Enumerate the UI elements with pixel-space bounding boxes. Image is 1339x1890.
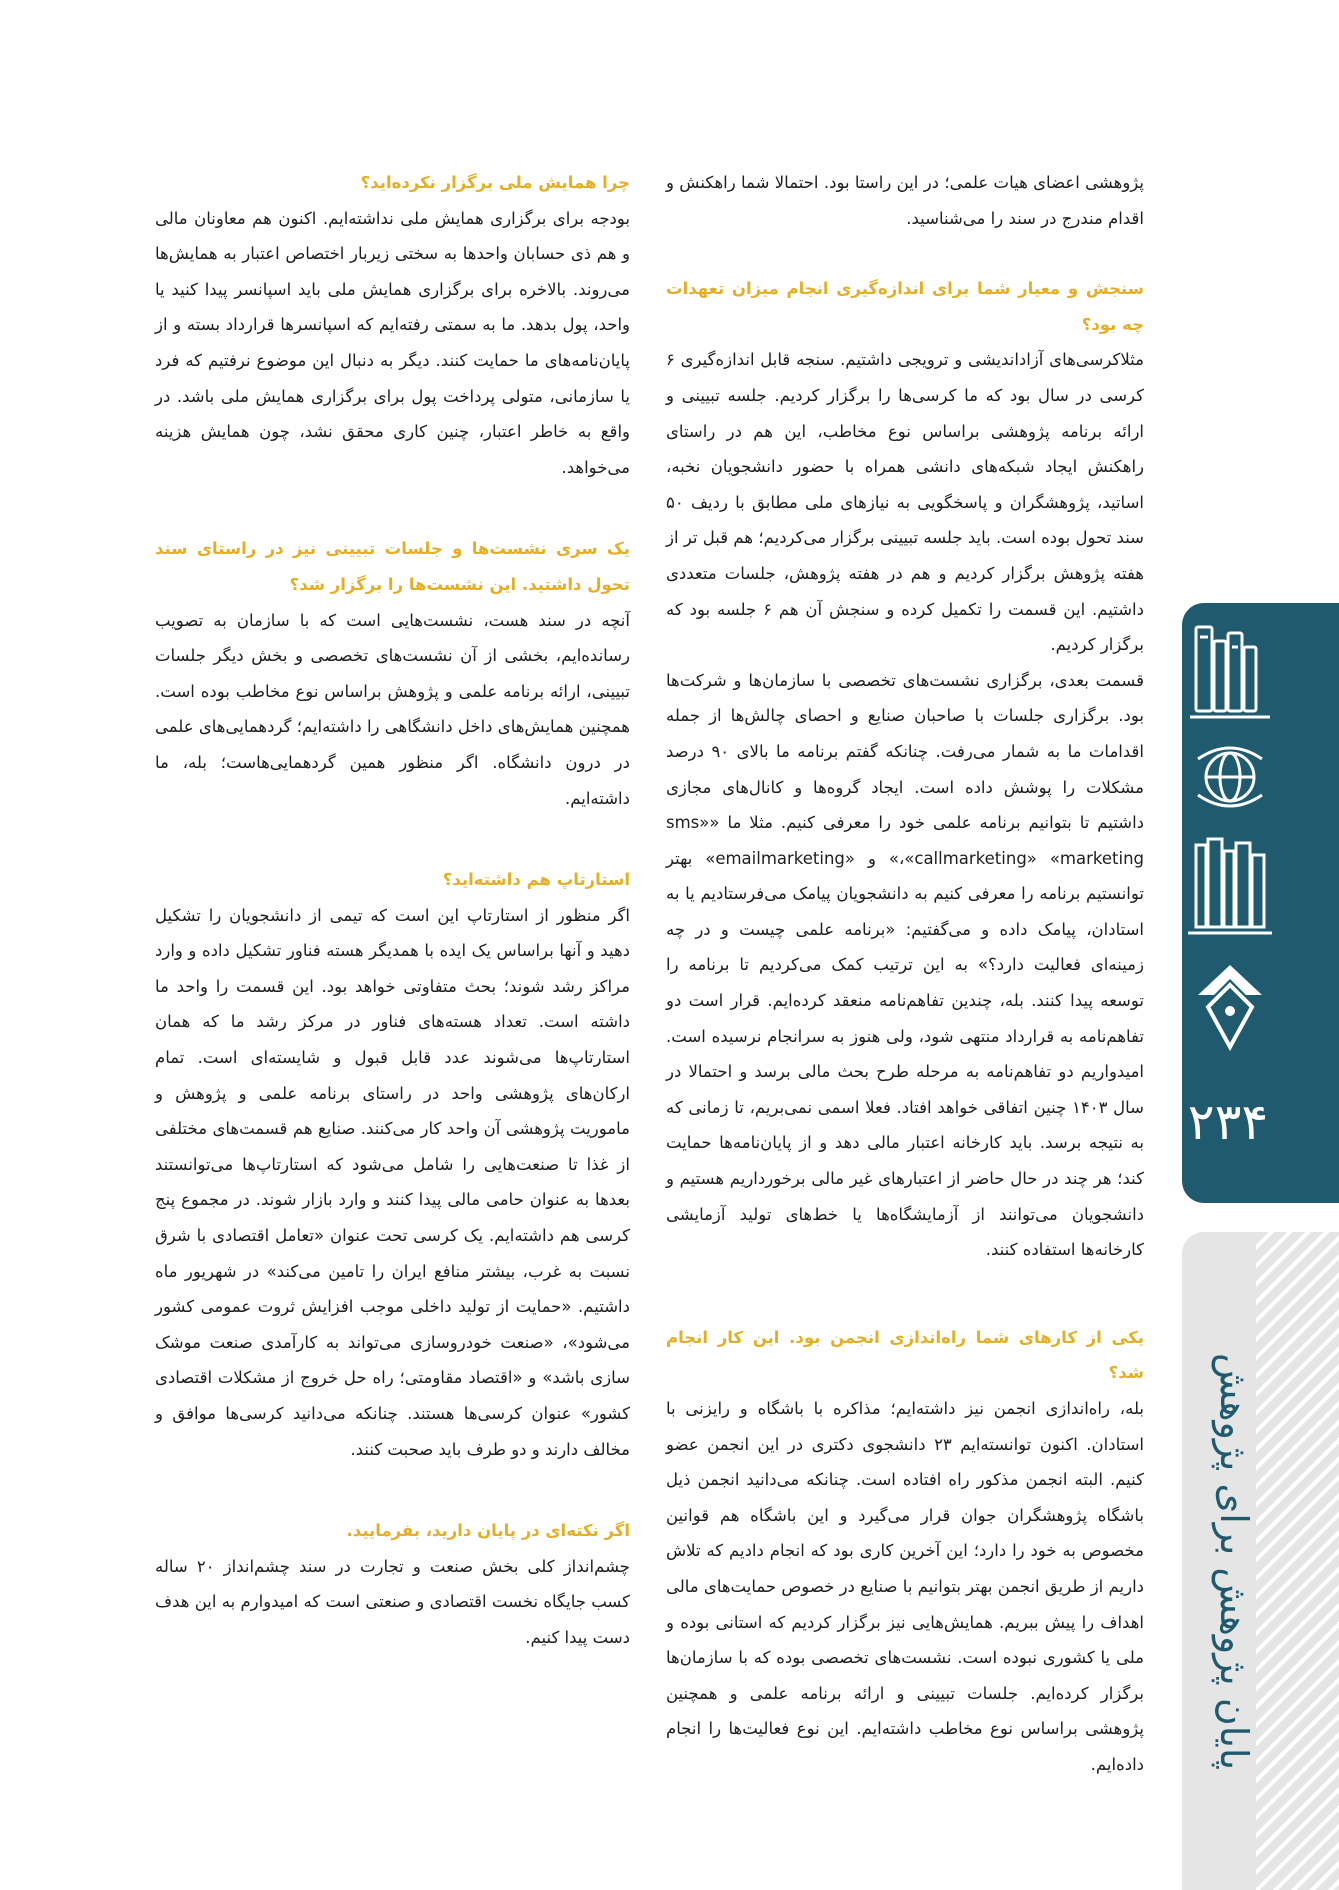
question-heading: چرا همایش ملی برگزار نکرده‌اید؟ <box>360 173 630 192</box>
page-number: ۲۳۴ <box>1187 1093 1269 1151</box>
question-heading: اگر نکته‌ای در پایان دارید، بفرمایید. <box>346 1521 630 1541</box>
paragraph: پژوهشی اعضای هیات علمی؛ در این راستا بود. احتمالا شما راهکنش و اقدام مندرج در سند را می‌شناسید. <box>666 173 1144 228</box>
question-heading: یکی از کارهای شما راه‌اندازی انجمن بود. این کار انجام شد؟ <box>666 1327 1144 1383</box>
question-heading: استارتاپ هم داشته‌اید؟ <box>442 870 630 890</box>
globe-icon <box>1190 737 1270 817</box>
paragraph: چشم‌انداز کلی بخش صنعت و تجارت در سند چشم‌انداز ۲۰ ساله کسب جایگاه نخست اقتصادی و صنعتی است که امیدوارم به این هدف دست پیدا کنیم. <box>155 1556 630 1647</box>
books-shelf-icon <box>1190 617 1270 727</box>
sidebar-title-tab <box>1182 1232 1339 1890</box>
university-logo-icon <box>1190 955 1270 1055</box>
magazine-title: پایان پژوهش برای پژوهش <box>1212 1353 1256 1771</box>
sidebar-tab <box>1182 603 1339 1203</box>
paragraph: قسمت بعدی، برگزاری نشست‌های تخصصی با سازمان‌ها و شرکت‌ها بود. برگزاری جلسات با صاحبان صنایع و احصای چالش‌ها از جمله اقدامات ما به شمار می‌رفت. چنانکه گفتم برنامه ما بالای ۹۰ درصد مشکلات را پوشش داده است. ایجاد گروه‌ها و کانال‌های مجازی داشتیم تا بتوانیم برنامه علمی خود را معرفی کنیم. مثلا ما «sms» ،«callmarketing» «marketing» و «emailmarketing» بهتر توانستیم برنامه را معرفی کنیم به دانشجویان پیامک می‌فرستادیم یا به استادان، پیامک داده و می‌گفتیم: «برنامه علمی چیست و در چه زمینه‌ای فعالیت دارد؟» به این ترتیب کمک می‌کردیم تا برنامه را توسعه پیدا کنند. بله، چندین تفاهم‌نامه منعقد کرده‌ایم. قرار است دو تفاهم‌نامه به قرارداد منتهی شود، ولی هنوز به سرانجام نرسیده است. امیدواریم دو تفاهم‌نامه به مرحله طرح بحث مالی برسد و احتمالا در سال ۱۴۰۳ چنین اتفاقی خواهد افتاد. فعلا اسمی نمی‌بریم، تا زمانی که به نتیجه برسد. باید کارخانه اعتبار مالی دهد و از پایان‌نامه‌ها حمایت کند؛ هر چند در حال حاضر از اعتبارهای غیر مالی برخورداریم هستیم و دانشجویان می‌توانند از آزمایشگاه‌ها یا خط‌های تولید آزمایشی کارخانه‌ها استفاده کنند. <box>666 670 1144 1260</box>
question-heading: سنجش و معیار شما برای اندازه‌گیری انجام میزان تعهدات چه بود؟ <box>666 279 1144 334</box>
left-column <box>155 165 630 1656</box>
bookshelf-icon <box>1188 833 1272 943</box>
paragraph: مثلاکرسی‌های آزاداندیشی و ترویجی داشتیم. سنجه قابل اندازه‌گیری ۶ کرسی در سال بود که ما کرسی‌ها را برگزار کردیم. جلسه تبیینی و ارائه برنامه پژوهشی براساس نوع مخاطب، این هم در راستای راهکنش ایجاد شبکه‌های دانشی همراه با حضور دانشجویان نخبه، اساتید، پژوهشگران و پاسخگویی به نیازهای ملی مطابق با ردیف ۵۰ سند تحول بوده است. باید جلسه تبیینی برگزار می‌کردیم؛ هم قبل تر از هفته پژوهش برگزار کردیم و هم در هفته پژوهش، جلسات متعددی داشتیم. این قسمت را تکمیل کرده و سنجش آن هم ۶ جلسه بود که برگزار کردیم. <box>666 350 1144 655</box>
paragraph: اگر منظور از استارتاپ این است که تیمی از دانشجویان را تشکیل دهید و آنها براساس یک ایده با همدیگر هسته فناور تشکیل داده و وارد مراکز رشد شوند؛ بحث متفاوتی خواهد بود. این قسمت را واحد ما داشته است. تعداد هسته‌های فناور در مرکز رشد ما که همان استارتاپ‌ها می‌شوند عدد قابل قبول و شایسته‌ای است. تمام ارکان‌های پژوهشی واحد در راستای برنامه علمی و پژوهش و ماموریت پژوهشی آن واحد کار می‌کنند. صنایع هم قسمت‌های مختلفی از غذا تا صنعت‌هایی را شامل می‌شود که استارتاپ‌ها می‌توانستند بعدها به عنوان حامی مالی پیدا کنند و وارد بازار شوند. در مجموع پنج کرسی هم داشته‌ایم. یک کرسی تحت عنوان «تعامل اقتصادی با شرق نسبت به غرب، بیشتر منافع ایران را تامین می‌کند» در شهریور ماه داشتیم. «حمایت از تولید داخلی موجب افزایش ثروت عمومی کشور می‌شود»، «صنعت خودروسازی می‌تواند به کارآمدی صنعت موشک سازی باشد» و «اقتصاد مقاومتی؛ راه حل خروج از مشکلات اقتصادی کشور» عنوان کرسی‌ها هستند. چنانکه می‌دانید کرسی‌ها موافق و مخالف دارند و دو طرف باید صحبت کنند. <box>155 905 630 1459</box>
hatch-pattern <box>1256 1232 1339 1890</box>
paragraph: بله، راه‌اندازی انجمن نیز داشته‌ایم؛ مذاکره با باشگاه و رایزنی با استادان. اکنون توانسته‌ایم ۲۳ دانشجوی دکتری در این انجمن عضو کنیم. البته انجمن مذکور راه افتاده است. چنانکه می‌دانید انجمن ذیل باشگاه پژوهشگران جوان قرار می‌گیرد و این باشگاه هم قوانین مخصوص به خود را دارد؛ این آخرین کاری بود که انجام دادیم که تلاش داریم از طریق انجمن بهتر بتوانیم با صنایع در خصوص حمایت‌های مالی اهداف را پیش ببریم. همایش‌هایی نیز برگزار کردیم که استانی بوده و ملی یا کشوری نبوده است. نشست‌های تخصصی بوده که با سازمان‌ها برگزار کرده‌ایم. جلسات تبیینی و ارائه برنامه علمی و همچنین پژوهشی براساس نوع مخاطب داشته‌ایم. این نوع فعالیت‌ها را انجام داده‌ایم. <box>666 1399 1144 1774</box>
paragraph: آنچه در سند هست، نشست‌هایی است که با سازمان به تصویب رسانده‌ایم، بخشی از آن نشست‌های تخصصی و بخش دیگر جلسات تبیینی، ارائه برنامه علمی و پژوهش براساس نوع مخاطب بوده است. همچنین همایش‌های داخل دانشگاهی را داشته‌ایم؛ گردهمایی‌های علمی در درون دانشگاه. اگر منظور همین گردهمایی‌هاست؛ بله، ما داشته‌ایم. <box>155 610 630 808</box>
paragraph: بودجه برای برگزاری همایش ملی نداشته‌ایم. اکنون هم معاونان مالی و هم ذی حسابان واحدها به سختی زیربار اختصاص اعتبار به همایش‌ها می‌روند. بالاخره برای برگزاری همایش ملی باید اسپانسر پیدا کنید یا واحد، پول بدهد. ما به سمتی رفته‌ایم که اسپانسرها قرارداد بسته و از پایان‌نامه‌های ما حمایت کنند. دیگر به دنبال این موضوع نرفتیم که فرد یا سازمانی، متولی پرداخت پول برای برگزاری همایش ملی باشد. در واقع به خاطر اعتبار، چنین کاری محقق نشد، چون همایش هزینه می‌خواهد. <box>155 208 630 477</box>
question-heading: یک سری نشست‌ها و جلسات تبیینی نیز در راستای سند تحول داشتید. این نشست‌ها را برگزار شد؟ <box>155 539 630 594</box>
right-column <box>666 165 1144 1783</box>
